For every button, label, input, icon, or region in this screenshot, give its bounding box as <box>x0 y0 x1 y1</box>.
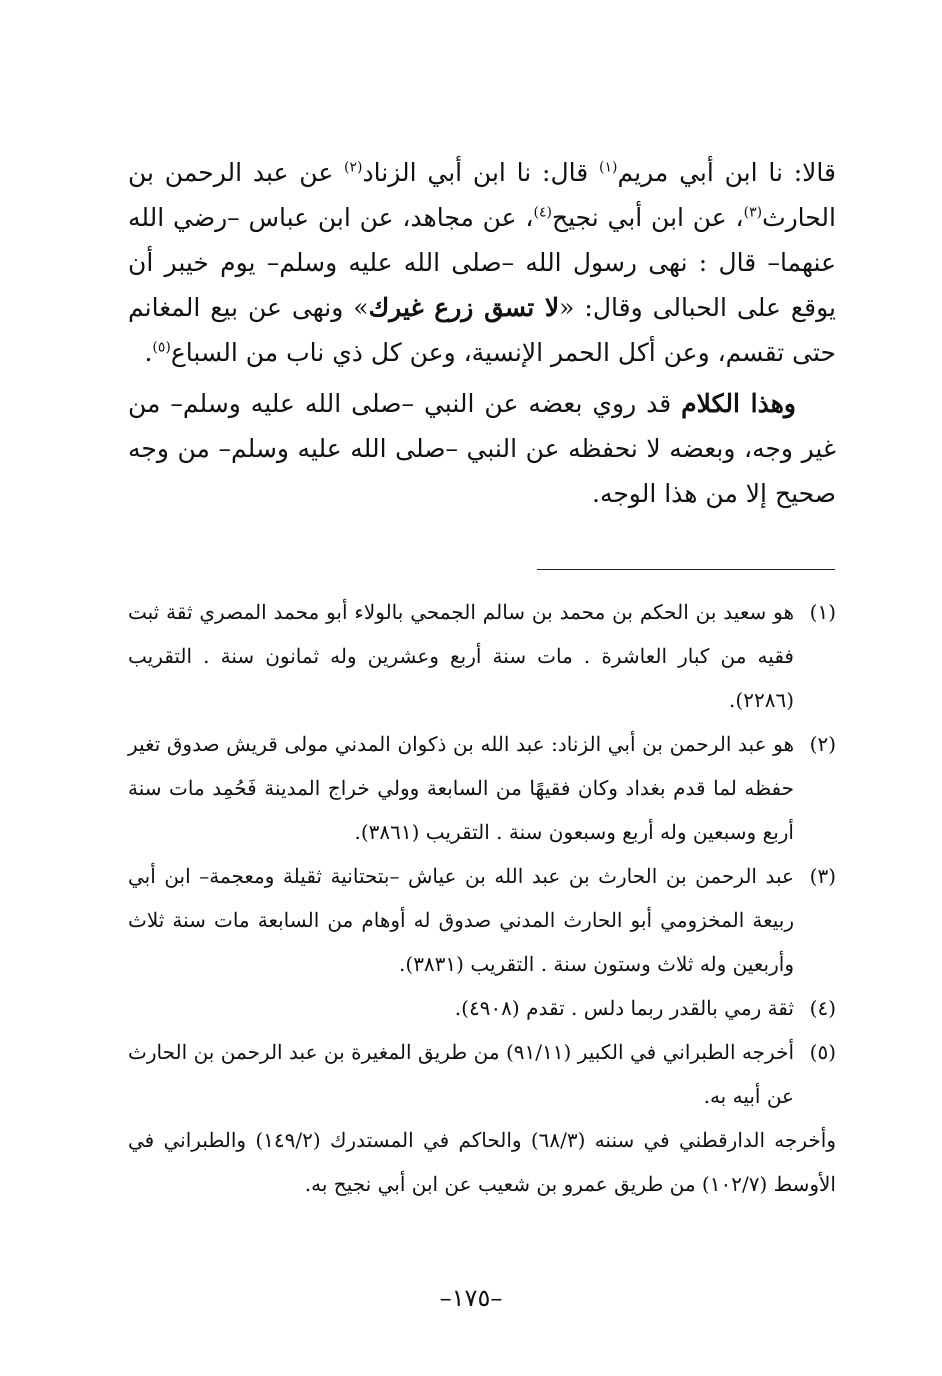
footnote-text: هو عبد الرحمن بن أبي الزناد: عبد الله بن ذكوان المدني مولى قريش صدوق تغير حفظه لما قدم بغداد وكان فقيهًا من السابعة وولي خراج المدينة فَحُمِد مات سنة أربع وسبعين وله أربع وسبعون سنة . التقريب (٣٨٦١). <box>128 732 794 844</box>
footnote-5 <box>128 1030 836 1118</box>
footnote-number: (٥) <box>809 1040 836 1064</box>
footnote-4 <box>128 986 836 1030</box>
footnote-ref-2: (٢) <box>344 159 363 176</box>
text-run: . <box>144 338 153 367</box>
text-run: قال: نا ابن أبي الزناد <box>362 158 600 187</box>
text-run: قد روي بعضه عن النبي –صلى الله عليه وسلم– من غير وجه، وبعضه لا نحفظه عن النبي –صلى الله عليه وسلم– من وجه صحيح إلا من هذا الوجه. <box>128 389 836 508</box>
text-run: قالا: نا ابن أبي مريم <box>617 158 836 187</box>
paragraph-2 <box>128 381 836 516</box>
footnote-ref-1: (١) <box>599 159 618 176</box>
text-run: عن عبد الرحمن بن الحارث <box>128 158 836 232</box>
footnote-2 <box>128 722 836 854</box>
footnotes <box>128 590 836 1206</box>
footnote-text: أخرجه الطبراني في الكبير (٩١/١١) من طريق المغيرة بن عبد الرحمن بن الحارث عن أبيه به. <box>128 1040 794 1108</box>
footnote-text: ثقة رمي بالقدر ربما دلس . تقدم (٤٩٠٨). <box>454 996 794 1020</box>
footnote-divider <box>537 569 835 570</box>
footnote-text: هو سعيد بن الحكم بن محمد بن سالم الجمحي بالولاء أبو محمد المصري ثقة ثبت فقيه من كبار العاشرة . مات سنة أربع وعشرين وله ثمانون سنة . التقريب (٢٢٨٦). <box>128 600 794 712</box>
paragraph-1 <box>128 150 836 375</box>
bold-lead: وهذا الكلام <box>681 389 796 418</box>
footnote-ref-5: (٥) <box>152 339 171 356</box>
footnote-1 <box>128 590 836 722</box>
footnote-number: (٣) <box>809 864 836 888</box>
footnote-number: (٤) <box>809 996 836 1020</box>
footnote-ref-3: (٣) <box>743 204 763 221</box>
footnote-text: عبد الرحمن بن الحارث بن عبد الله بن عياش –بتحتانية ثقيلة ومعجمة– ابن أبي ربيعة المخزومي أبو الحارث المدني صدوق له أوهام من السابعة مات سنة ثلاث وأربعين وله ثلاث وستون سنة . التقريب (٣٨٣١). <box>128 864 794 976</box>
hadith-quote: لا تسق زرع غيرك <box>368 293 560 322</box>
page-number: –١٧٥– <box>439 1284 503 1312</box>
footnote-continuation: وأخرجه الدارقطني في سننه (٦٨/٣) والحاكم في المستدرك (١٤٩/٢) والطبراني في الأوسط (١٠٢/٧) من طريق عمرو بن شعيب عن ابن أبي نجيح به. <box>128 1128 837 1196</box>
text-run: » ونهى عن بيع المغانم حتى تقسم، وعن أكل الحمر الإنسية، وعن كل ذي ناب من السباع <box>128 293 836 367</box>
footnote-ref-4: (٤) <box>533 204 552 221</box>
main-text <box>128 150 836 516</box>
footnote-3 <box>128 854 836 986</box>
footnote-number: (١) <box>809 600 836 624</box>
footnote-number: (٢) <box>809 732 836 756</box>
text-run: ، عن مجاهد، عن ابن عباس –رضي الله عنهما– قال : نهى رسول الله –صلى الله عليه وسلم– يوم خيبر أن يوقع على الحبالى وقال: « <box>128 203 836 322</box>
text-run: ، عن ابن أبي نجيح <box>551 203 744 232</box>
